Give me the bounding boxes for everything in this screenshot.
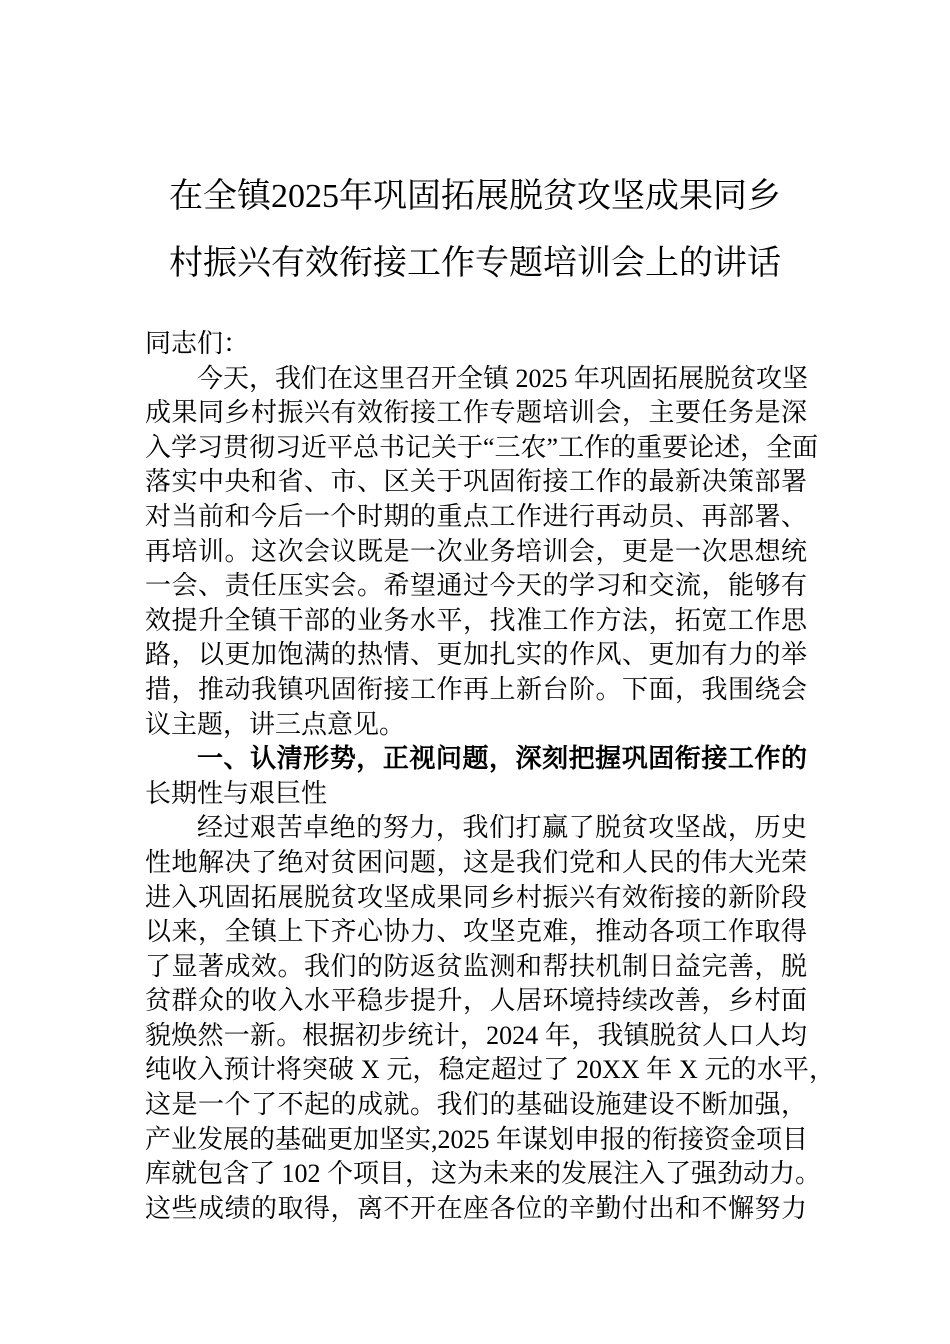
paragraph-line: 对当前和今后一个时期的重点工作进行再动员、再部署、 bbox=[145, 501, 807, 531]
paragraph-line: 这些成绩的取得，离不开在座各位的辛勤付出和不懈努力 bbox=[145, 1193, 807, 1223]
paragraph-line: 一会、责任压实会。希望通过今天的学习和交流，能够有 bbox=[145, 571, 807, 601]
paragraph-line: 路，以更加饱满的热情、更加扎实的作风、更加有力的举 bbox=[145, 640, 807, 670]
paragraph-line: 经过艰苦卓绝的努力，我们打赢了脱贫攻坚战，历史 bbox=[197, 813, 807, 843]
paragraph-line: 这是一个了不起的成就。我们的基础设施建设不断加强， bbox=[145, 1090, 807, 1120]
paragraph-line: 貌焕然一新。根据初步统计，2024 年，我镇脱贫人口人均 bbox=[145, 1020, 807, 1050]
paragraph-line: 产业发展的基础更加坚实,2025 年谋划申报的衔接资金项目 bbox=[145, 1124, 809, 1154]
paragraph-line: 以来，全镇上下齐心协力、攻坚克难，推动各项工作取得 bbox=[145, 917, 807, 947]
paragraph-line: 进入巩固拓展脱贫攻坚成果同乡村振兴有效衔接的新阶段 bbox=[145, 882, 807, 912]
paragraph-line: 性地解决了绝对贫困问题，这是我们党和人民的伟大光荣 bbox=[145, 847, 807, 877]
paragraph-line: 长期性与艰巨性 bbox=[145, 778, 328, 808]
paragraph-line: 今天，我们在这里召开全镇 2025 年巩固拓展脱贫攻坚 bbox=[197, 363, 809, 393]
paragraph-line: 措，推动我镇巩固衔接工作再上新台阶。下面，我围绕会 bbox=[145, 674, 807, 704]
title-line: 在全镇2025年巩固拓展脱贫攻坚成果同乡 bbox=[169, 178, 781, 215]
paragraph-line: 纯收入预计将突破 X 元，稳定超过了 20XX 年 X 元的水平， bbox=[145, 1055, 835, 1085]
paragraph-line: 了显著成效。我们的防返贫监测和帮扶机制日益完善，脱 bbox=[145, 951, 807, 981]
paragraph-line: 同志们： bbox=[145, 329, 250, 358]
paragraph-line: 库就包含了 102 个项目，这为未来的发展注入了强劲动力。 bbox=[145, 1159, 822, 1189]
section-heading-line: 一、认清形势，正视问题，深刻把握巩固衔接工作的 bbox=[197, 744, 807, 774]
paragraph-line: 效提升全镇干部的业务水平，找准工作方法，拓宽工作思 bbox=[145, 605, 807, 635]
document-title bbox=[0, 163, 950, 297]
paragraph-line: 再培训。这次会议既是一次业务培训会，更是一次思想统 bbox=[145, 536, 807, 566]
paragraph-line: 贫群众的收入水平稳步提升，人居环境持续改善，乡村面 bbox=[145, 986, 807, 1016]
paragraph-line: 成果同乡村振兴有效衔接工作专题培训会，主要任务是深 bbox=[145, 398, 807, 428]
paragraph-line: 议主题，讲三点意见。 bbox=[145, 709, 406, 739]
document-body bbox=[145, 327, 835, 1226]
title-line: 村振兴有效衔接工作专题培训会上的讲话 bbox=[169, 245, 781, 282]
paragraph-line: 落实中央和省、市、区关于巩固衔接工作的最新决策部署 bbox=[145, 467, 807, 497]
paragraph-line: 入学习贯彻习近平总书记关于“三农”工作的重要论述，全面 bbox=[145, 432, 819, 462]
